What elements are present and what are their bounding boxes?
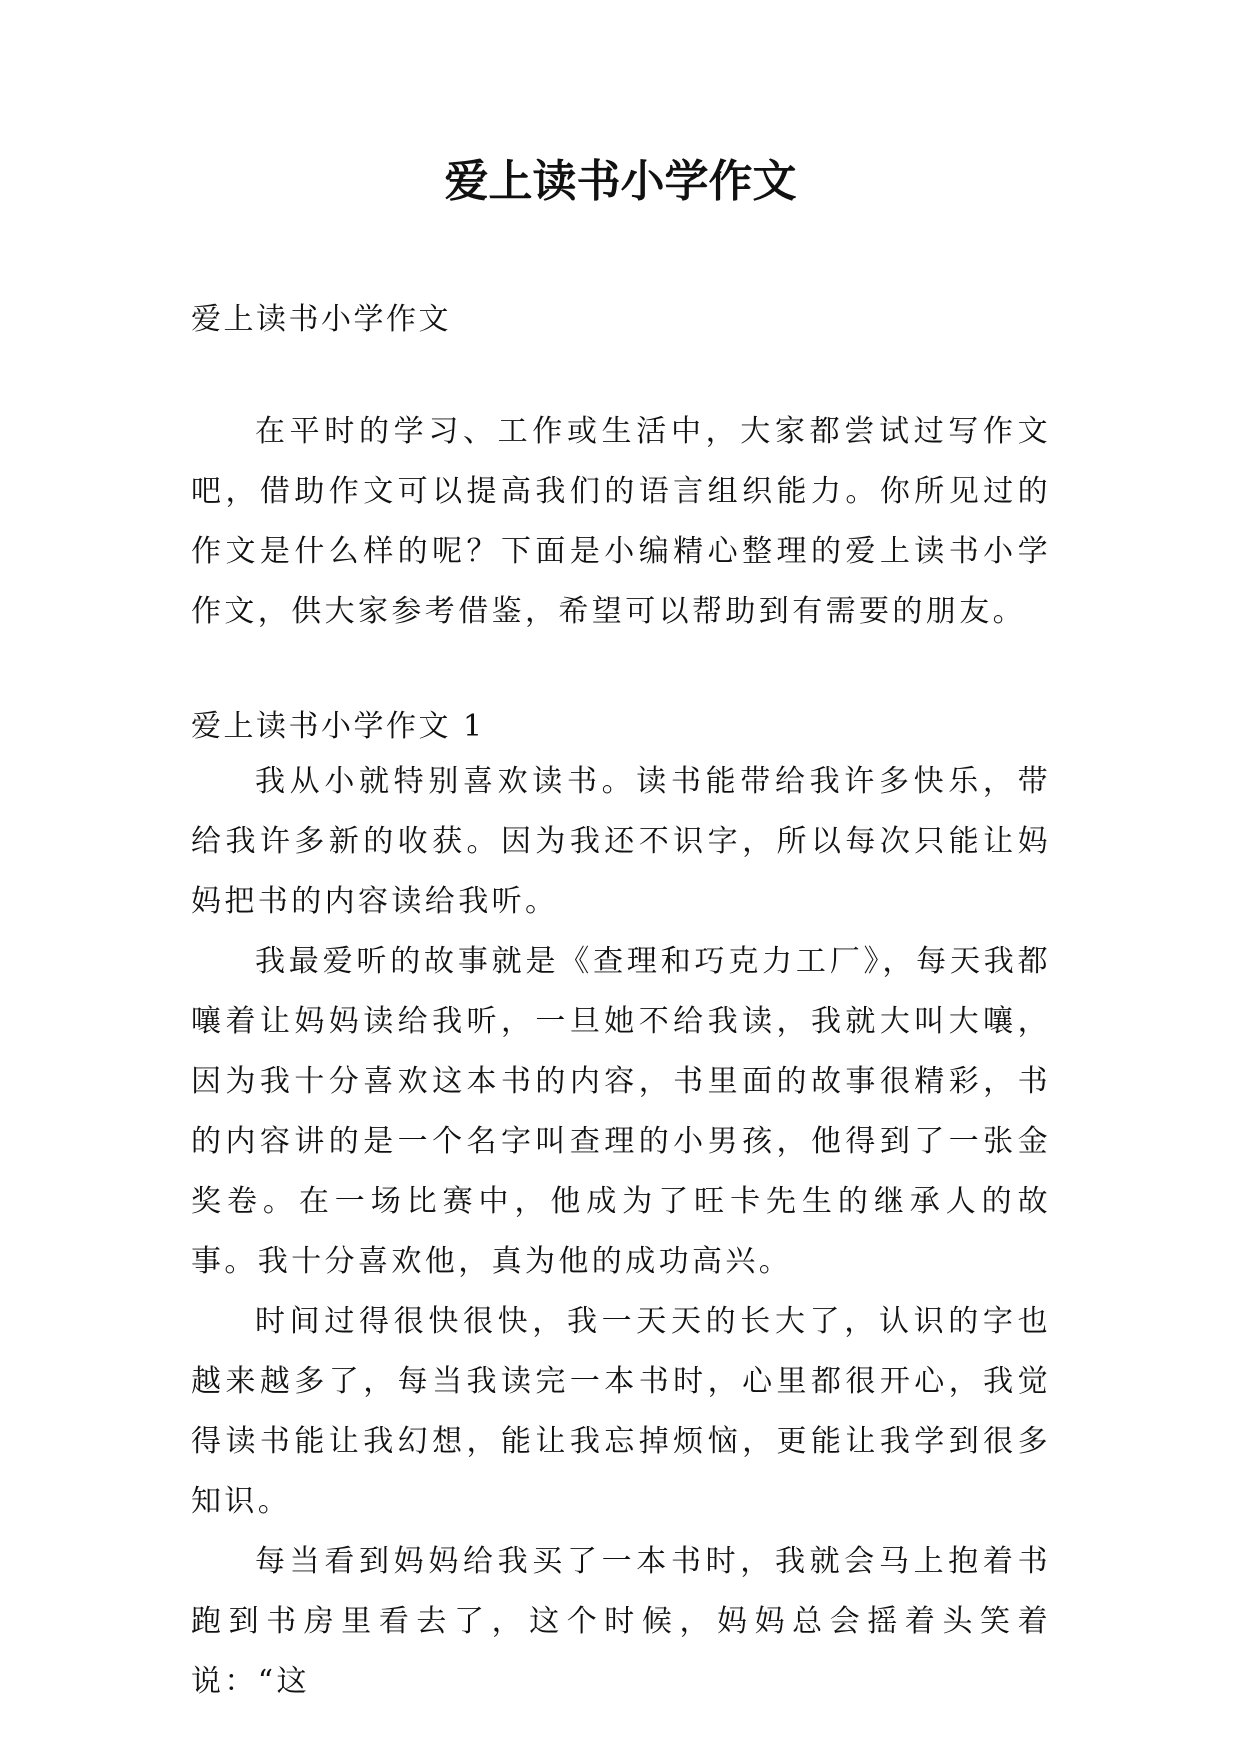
essay-body [191,752,1051,1712]
essay-paragraph: 每当看到妈妈给我买了一本书时，我就会马上抱着书跑到书房里看去了，这个时候，妈妈总会摇着头笑着说：“这 [191,1544,1051,1699]
section-heading: 爱上读书小学作文 1 [191,709,485,744]
essay-paragraph: 时间过得很快很快，我一天天的长大了，认识的字也越来越多了，每当我读完一本书时，心里都很开心，我觉得读书能让我幻想，能让我忘掉烦恼，更能让我学到很多知识。 [191,1304,1051,1519]
document-subtitle: 爱上读书小学作文 [191,302,451,337]
document-title: 爱上读书小学作文 [444,156,797,207]
intro-paragraph: 在平时的学习、工作或生活中，大家都尝试过写作文吧，借助作文可以提高我们的语言组织能力。你所见过的作文是什么样的呢？下面是小编精心整理的爱上读书小学作文，供大家参考借鉴，希望可以帮助到有需要的朋友。 [191,414,1051,629]
essay-paragraph: 我最爱听的故事就是《查理和巧克力工厂》，每天我都嚷着让妈妈读给我听，一旦她不给我读，我就大叫大嚷，因为我十分喜欢这本书的内容，书里面的故事很精彩，书的内容讲的是一个名字叫查理的小男孩，他得到了一张金奖卷。在一场比赛中，他成为了旺卡先生的继承人的故事。我十分喜欢他，真为他的成功高兴。 [191,944,1051,1279]
essay-paragraph: 我从小就特别喜欢读书。读书能带给我许多快乐，带给我许多新的收获。因为我还不识字，所以每次只能让妈妈把书的内容读给我听。 [191,764,1051,919]
